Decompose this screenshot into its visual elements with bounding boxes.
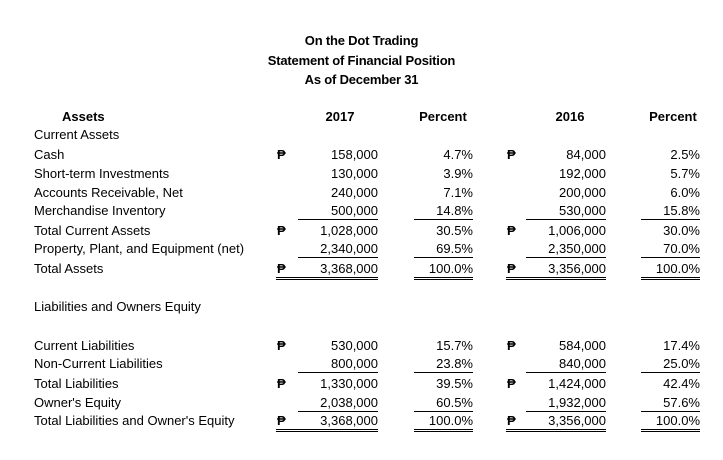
column-header-2016: 2016 [555,109,585,124]
value-2017: 800,000 [298,356,378,373]
peso-sign: ₱ [507,338,516,353]
statement-title: Statement of Financial Position [267,53,456,68]
peso-sign: ₱ [507,261,516,276]
percent-2016: 15.8% [641,203,700,220]
section-current-assets: Current Assets [34,127,120,142]
percent-2017: 69.5% [414,241,473,258]
percent-2016: 42.4% [663,376,700,391]
row-label: Current Liabilities [34,338,135,353]
section-liabilities-equity: Liabilities and Owners Equity [34,299,201,314]
value-2016: 530,000 [526,203,606,220]
percent-2016: 57.6% [641,395,700,412]
row-label: Cash [34,147,65,162]
peso-sign: ₱ [507,223,516,238]
value-2016: 840,000 [526,356,606,373]
value-2016: 84,000 [566,147,606,162]
value-2016: 3,356,000 [506,413,606,432]
row-label: Total Liabilities [34,376,119,391]
percent-2016: 30.0% [663,223,700,238]
row-label: Non-Current Liabilities [34,356,163,371]
value-2017: 3,368,000 [276,261,378,280]
percent-2016: 2.5% [670,147,700,162]
peso-sign: ₱ [277,223,286,238]
percent-2017: 100.0% [414,261,473,280]
peso-sign: ₱ [277,413,286,428]
value-2017: 240,000 [331,185,378,200]
peso-sign: ₱ [277,376,286,391]
percent-2016: 5.7% [670,166,700,181]
percent-2016: 100.0% [641,413,700,432]
percent-2017: 100.0% [414,413,473,432]
value-2016: 2,350,000 [526,241,606,258]
row-label: Total Current Assets [34,223,151,238]
percent-2016: 70.0% [641,241,700,258]
column-header-percent-2016: Percent [649,109,697,124]
percent-2017: 30.5% [436,223,473,238]
value-2017: 158,000 [331,147,378,162]
value-2016: 1,006,000 [548,223,606,238]
value-2017: 530,000 [331,338,378,353]
peso-sign: ₱ [277,147,286,162]
value-2017: 130,000 [331,166,378,181]
percent-2016: 100.0% [641,261,700,280]
percent-2016: 25.0% [641,356,700,373]
value-2016: 3,356,000 [506,261,606,280]
row-label: Merchandise Inventory [34,203,166,218]
column-header-percent-2017: Percent [419,109,467,124]
percent-2016: 6.0% [670,185,700,200]
peso-sign: ₱ [277,261,286,276]
value-2017: 1,330,000 [320,376,378,391]
percent-2016: 17.4% [663,338,700,353]
row-label: Short-term Investments [34,166,170,181]
peso-sign: ₱ [507,147,516,162]
value-2017: 3,368,000 [276,413,378,432]
value-2017: 2,340,000 [298,241,378,258]
percent-2017: 14.8% [414,203,473,220]
peso-sign: ₱ [507,376,516,391]
row-label: Accounts Receivable, Net [34,185,183,200]
row-label: Total Assets [34,261,104,276]
percent-2017: 7.1% [443,185,473,200]
column-header-assets: Assets [62,109,105,124]
value-2016: 584,000 [559,338,606,353]
peso-sign: ₱ [277,338,286,353]
percent-2017: 60.5% [414,395,473,412]
percent-2017: 4.7% [443,147,473,162]
value-2017: 2,038,000 [298,395,378,412]
percent-2017: 3.9% [443,166,473,181]
statement-date: As of December 31 [304,72,419,87]
value-2016: 1,932,000 [526,395,606,412]
percent-2017: 23.8% [414,356,473,373]
value-2017: 500,000 [298,203,378,220]
value-2016: 192,000 [559,166,606,181]
percent-2017: 39.5% [436,376,473,391]
peso-sign: ₱ [507,413,516,428]
row-label: Total Liabilities and Owner's Equity [34,413,235,428]
value-2017: 1,028,000 [320,223,378,238]
percent-2017: 15.7% [436,338,473,353]
value-2016: 200,000 [559,185,606,200]
row-label: Property, Plant, and Equipment (net) [34,241,245,256]
column-header-2017: 2017 [325,109,355,124]
value-2016: 1,424,000 [548,376,606,391]
row-label: Owner's Equity [34,395,122,410]
company-name: On the Dot Trading [304,33,419,48]
